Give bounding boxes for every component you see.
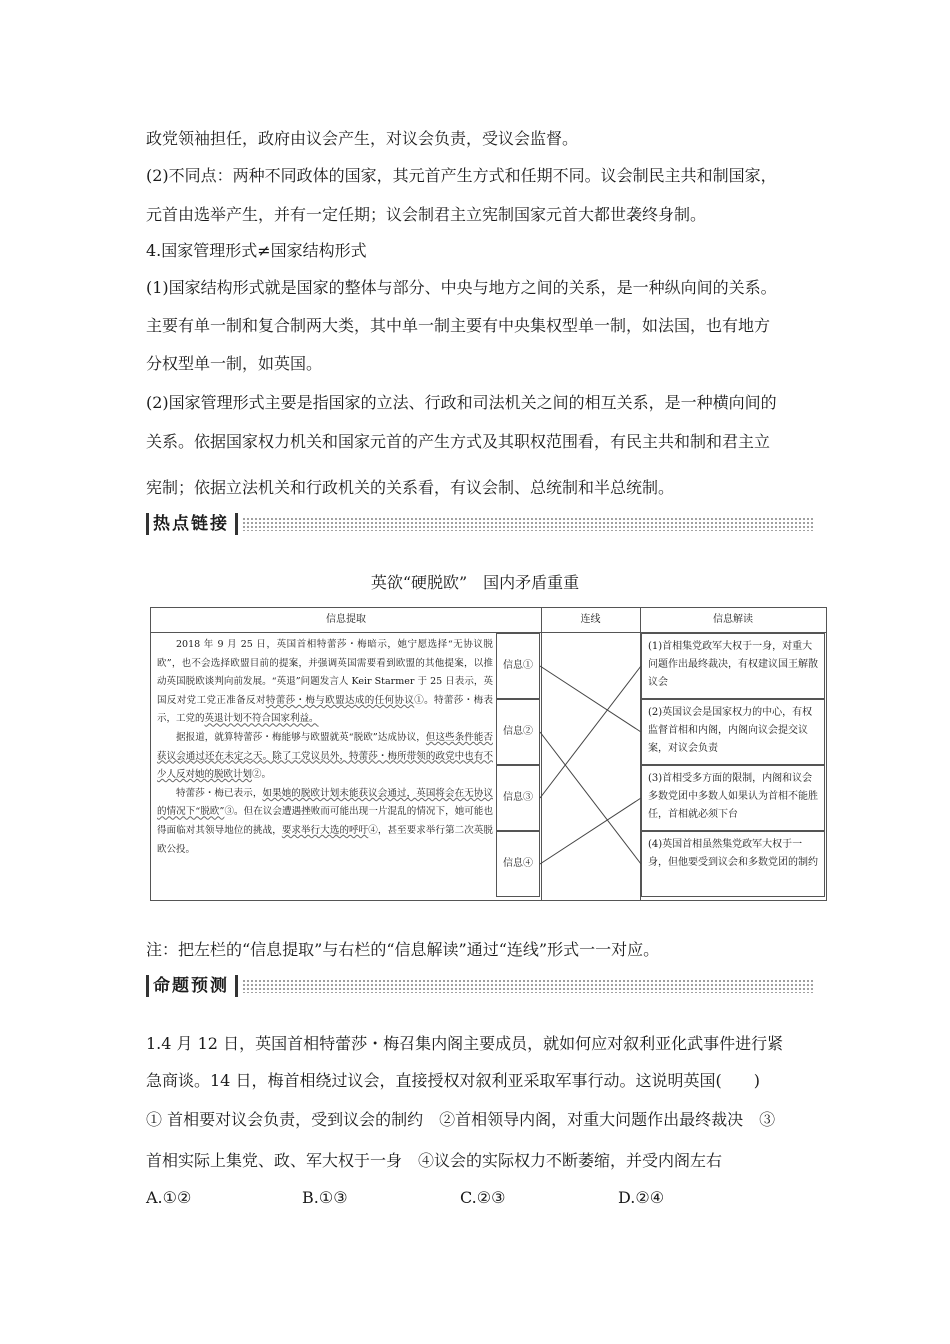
option-a[interactable]: A.①② [146, 1188, 192, 1207]
passage-paragraph: 据报道，就算特蕾莎・梅能够与欧盟就英“脱欧”达成协议，但这些条件能否获议会通过还在未定之天。除了工党议员外，特蕾莎・梅所带领的政党中也有不少人反对她的脱欧计划②。 [157, 731, 493, 781]
paragraph-line: 宪制；依据立法机关和行政机关的关系看，有议会制、总统制和半总统制。 [146, 478, 675, 497]
table-note: 注：把左栏的“信息提取”与右栏的“信息解读”通过“连线”形式一一对应。 [146, 940, 660, 959]
paragraph-line: 政党领袖担任，政府由议会产生，对议会负责，受议会监督。 [146, 129, 579, 148]
dotted-rule [242, 979, 814, 993]
section-banner-hot-links [146, 513, 814, 535]
info-box-3: 信息③ [496, 765, 540, 831]
connector-line-4 [540, 798, 641, 864]
info-box-2: 信息② [496, 699, 540, 765]
info-box-4: 信息④ [496, 831, 540, 897]
interpretation-box-4: (4)英国首相虽然集党政军大权于一身，但他要受到议会和多数党团的制约 [641, 831, 825, 897]
connector-line-3 [540, 666, 641, 798]
connector-lines [151, 608, 826, 900]
passage-paragraph: 特蕾莎・梅已表示，如果她的脱欧计划未能获议会通过，英国将会在无协议的情况下“脱欧”③。但在议会遭遇挫败而可能出现一片混乱的情况下，她可能也得面临对其领导地位的挑战，要求举行大选的呼吁④，甚至要求举行第二次英脱欧公投。 [157, 787, 493, 855]
paragraph-line: (1)国家结构形式就是国家的整体与部分、中央与地方之间的关系，是一种纵向间的关系。 [146, 278, 777, 297]
option-c[interactable]: C.②③ [460, 1188, 506, 1207]
question-stem: 急商谈。14 日，梅首相绕过议会，直接授权对叙利亚采取军事行动。这说明英国( ) [146, 1071, 760, 1090]
section-banner-prediction [146, 975, 814, 997]
interpretation-box-2: (2)英国议会是国家权力的中心，有权监督首相和内阁，内阁向议会提交议案，对议会负责 [641, 699, 825, 765]
option-d[interactable]: D.②④ [618, 1188, 665, 1207]
matching-table [150, 607, 827, 901]
header-extract: 信息提取 [326, 614, 366, 625]
option-b[interactable]: B.①③ [302, 1188, 348, 1207]
paragraph-line: (2)不同点：两种不同政体的国家，其元首产生方式和任期不同。议会制民主共和制国家， [146, 166, 777, 185]
header-interpret: 信息解读 [713, 614, 753, 625]
paragraph-line: 关系。依据国家权力机关和国家元首的产生方式及其职权范围看，有民主共和制和君主立 [146, 432, 771, 451]
section-label: 命题预测 [146, 975, 238, 997]
connector-line-1 [540, 666, 641, 732]
question-stem: 1.4 月 12 日，英国首相特蕾莎・梅召集内阁主要成员，就如何应对叙利亚化武事件进行紧 [146, 1034, 784, 1053]
interpretation-box-1: (1)首相集党政军大权于一身，对重大问题作出最终裁决，有权建议国王解散议会 [641, 633, 825, 699]
dotted-rule [242, 517, 814, 531]
hot-topic-title: 英欲“硬脱欧” 国内矛盾重重 [370, 573, 580, 592]
paragraph-line: (2)国家管理形式主要是指国家的立法、行政和司法机关之间的相互关系，是一种横向间的 [146, 393, 777, 412]
section-heading: 4.国家管理形式≠国家结构形式 [146, 241, 367, 260]
info-box-1: 信息① [496, 633, 540, 699]
connector-line-2 [540, 732, 641, 864]
paragraph-line: 元首由选举产生，并有一定任期；议会制君主立宪制国家元首大都世袭终身制。 [146, 205, 707, 224]
section-label: 热点链接 [146, 513, 238, 535]
interpretation-box-3: (3)首相受多方面的限制，内阁和议会多数党团中多数人如果认为首相不能胜任，首相就必须下台 [641, 765, 825, 831]
question-statements: 首相实际上集党、政、军大权于一身 ④议会的实际权力不断萎缩，并受内阁左右 [146, 1151, 723, 1170]
question-statements: ① 首相要对议会负责，受到议会的制约 ②首相领导内阁，对重大问题作出最终裁决 ③ [146, 1110, 776, 1129]
header-connect: 连线 [580, 614, 601, 625]
passage-paragraph: 2018 年 9 月 25 日，英国首相特蕾莎・梅暗示，她宁愿选择“无协议脱欧”，也不会选择欧盟目前的提案，并强调英国需要看到欧盟的其他提案，以推动英国脱欧谈判向前发展。“英退”问题发言人 Keir Starmer 于 25 日表示，英国反对党工党正准备反对特蕾莎・梅与欧盟达成的任何协议①。特蕾莎・梅表示，工党的英退计划不符合国家利益。 [157, 639, 493, 725]
paragraph-line: 主要有单一制和复合制两大类，其中单一制主要有中央集权型单一制，如法国，也有地方 [146, 316, 771, 335]
paragraph-line: 分权型单一制，如英国。 [146, 354, 323, 373]
